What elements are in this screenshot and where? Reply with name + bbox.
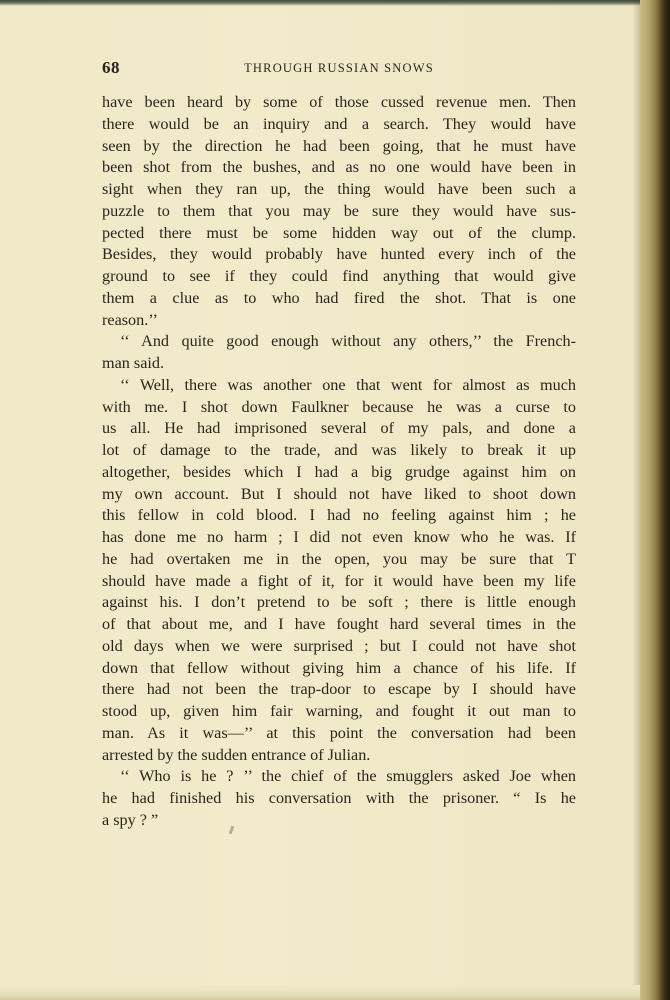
text-line: my own account. But I should not have liked to shoot down (102, 484, 576, 503)
text-line: sight when they ran up, the thing would have been such a (102, 180, 576, 198)
text-line: he had overtaken me in the open, you may be sure that T (102, 549, 576, 568)
text-line: altogether, besides which I had a big grudge against him on (102, 462, 576, 481)
text-line: man. As it was—’’ at this point the conversation had been (102, 723, 576, 742)
text-line: there would be an inquiry and a search. They would have (102, 114, 576, 133)
text-line: against his. I don’t pretend to be soft ; there is little enough (102, 593, 576, 612)
text-line: arrested by the sudden entrance of Julian. (102, 745, 371, 764)
text-line: has done me no harm ; I did not even know who he was. If (102, 528, 576, 546)
page-top-edge (0, 0, 640, 6)
text-line: puzzle to them that you may be sure they would have sus- (102, 201, 576, 220)
text-line: ‘‘ Who is he ? ’’ the chief of the smugglers asked Joe when (120, 767, 576, 786)
text-line: man said. (102, 354, 165, 372)
text-line: lot of damage to the trade, and was likely to break it up (102, 441, 576, 459)
text-line: have been heard by some of those cussed revenue men. Then (102, 93, 576, 111)
text-line: stood up, given him fair warning, and fought it out man to (102, 702, 576, 720)
text-line: should have made a fight of it, for it would have been my life (102, 571, 576, 590)
text-line: ‘‘ Well, there was another one that went for almost as much (120, 375, 576, 394)
text-line: there had not been the trap-door to escape by I should have (102, 680, 576, 699)
text-line: a spy ? ” (102, 810, 159, 829)
text-line: reason.’’ (102, 310, 158, 329)
page-header (102, 58, 576, 82)
text-line: old days when we were surprised ; but I could not have shot (102, 636, 576, 655)
body-text (102, 92, 576, 832)
text-line: seen by the direction he had been going, that he must have (102, 136, 576, 155)
text-line: us all. He had imprisoned several of my pals, and done a (102, 419, 576, 438)
text-line: Besides, they would probably have hunted every inch of the (102, 245, 576, 264)
running-title: THROUGH RUSSIAN SNOWS (244, 61, 434, 75)
text-line: with me. I shot down Faulkner because he was a curse to (102, 397, 576, 416)
page-bottom-edge (0, 985, 640, 1000)
text-line: of that about me, and I have fought hard several times in the (102, 615, 576, 633)
book-spine (640, 0, 670, 1000)
text-line: down that fellow without giving him a chance of his life. If (102, 658, 576, 677)
text-line: this fellow in cold blood. I had no feeling against him ; he (102, 506, 576, 525)
text-line: he had finished his conversation with the prisoner. “ Is he (102, 789, 576, 807)
text-line: been shot from the bushes, and as no one would have been in (102, 158, 576, 177)
text-line: pected there must be some hidden way out of the clump. (102, 223, 576, 242)
text-line: ground to see if they could find anything that would give (102, 267, 576, 285)
text-line: them a clue as to who had fired the shot. That is one (102, 288, 576, 307)
text-line: ‘‘ And quite good enough without any others,’’ the French- (120, 332, 576, 351)
page-number: 68 (102, 58, 120, 77)
